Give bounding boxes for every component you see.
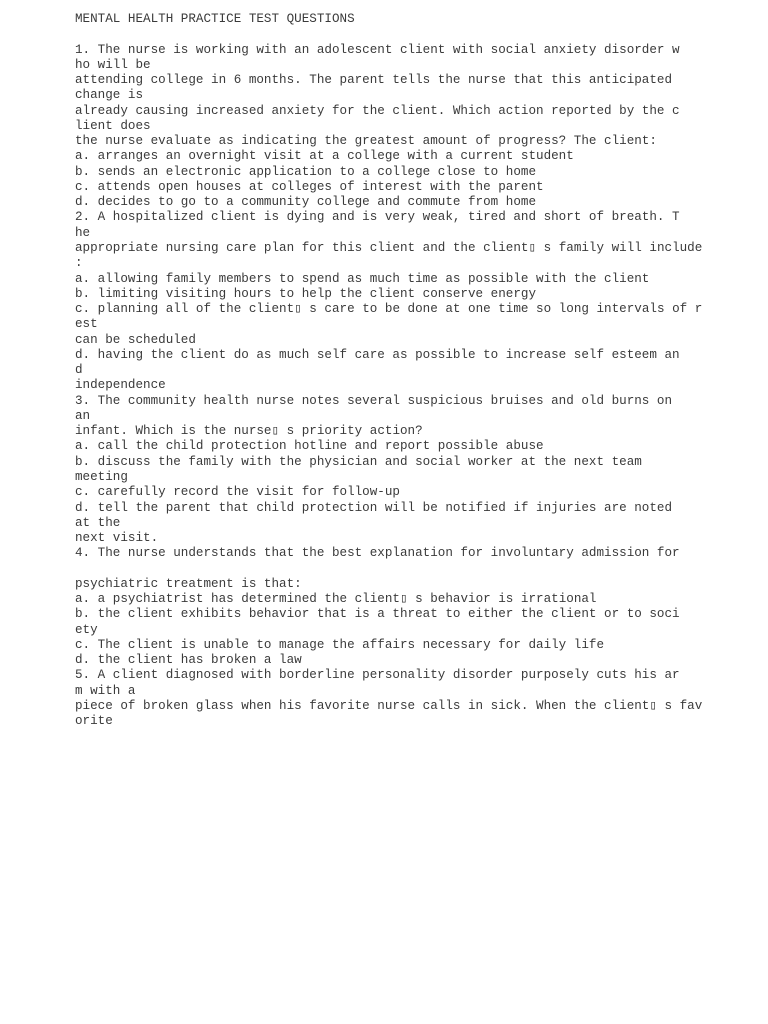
text-line: d. the client has broken a law [75,653,302,668]
text-line: c. attends open houses at colleges of interest with the parent [75,179,544,194]
text-line: psychiatric treatment is that: [75,576,302,591]
text-line: attending college in 6 months. The parent tells the nurse that this anticipated [75,73,673,88]
text-line: ho will be [75,57,151,72]
text-line: the nurse evaluate as indicating the greatest amount of progress? The client: [75,134,657,149]
text-line: orite [75,714,113,729]
text-line: d. having the client do as much self care as possible to increase self esteem an [75,347,680,362]
text-line: 5. A client diagnosed with borderline personality disorder purposely cuts his ar [75,668,680,683]
text-line: an [75,408,91,423]
text-line [75,27,755,42]
text-line: 2. A hospitalized client is dying and is very weak, tired and short of breath. T [75,210,680,225]
text-line [75,562,755,577]
text-line: b. discuss the family with the physician and social worker at the next team [75,454,642,469]
text-line: 3. The community health nurse notes several suspicious bruises and old burns on [75,393,673,408]
text-line: est [75,317,98,332]
text-line: ety [75,622,98,637]
text-line: d [75,363,83,378]
text-line: a. arranges an overnight visit at a college with a current student [75,149,574,164]
text-line: at the [75,515,121,530]
document-title: MENTAL HEALTH PRACTICE TEST QUESTIONS [75,12,355,26]
text-line: a. call the child protection hotline and report possible abuse [75,439,544,454]
text-line: m with a [75,683,136,698]
text-line: piece of broken glass when his favorite nurse calls in sick. When the client▯ s fav [75,698,703,713]
text-line: 1. The nurse is working with an adolescent client with social anxiety disorder w [75,42,680,57]
text-line: c. The client is unable to manage the affairs necessary for daily life [75,637,605,652]
text-line: d. decides to go to a community college and commute from home [75,195,537,210]
text-line: he [75,225,91,240]
text-line: d. tell the parent that child protection will be notified if injuries are noted [75,500,673,515]
text-line: c. planning all of the client▯ s care to be done at one time so long intervals of r [75,302,703,317]
text-line: meeting [75,469,128,484]
text-line: 4. The nurse understands that the best explanation for involuntary admission for [75,546,680,561]
document-text [75,12,755,729]
text-line: next visit. [75,531,159,546]
text-line: a. a psychiatrist has determined the client▯ s behavior is irrational [75,592,597,607]
text-line: b. sends an electronic application to a college close to home [75,164,537,179]
text-line: : [75,256,83,271]
text-line: change is [75,88,144,103]
text-line: b. the client exhibits behavior that is a threat to either the client or to soci [75,607,680,622]
text-line: b. limiting visiting hours to help the client conserve energy [75,286,537,301]
text-line: a. allowing family members to spend as much time as possible with the client [75,271,650,286]
text-line: c. carefully record the visit for follow-up [75,485,400,500]
text-line: appropriate nursing care plan for this client and the client▯ s family will include [75,240,703,255]
text-line: infant. Which is the nurse▯ s priority action? [75,424,423,439]
text-line: already causing increased anxiety for the client. Which action reported by the c [75,103,680,118]
text-line: can be scheduled [75,332,196,347]
text-line: independence [75,378,166,393]
text-line: lient does [75,118,151,133]
